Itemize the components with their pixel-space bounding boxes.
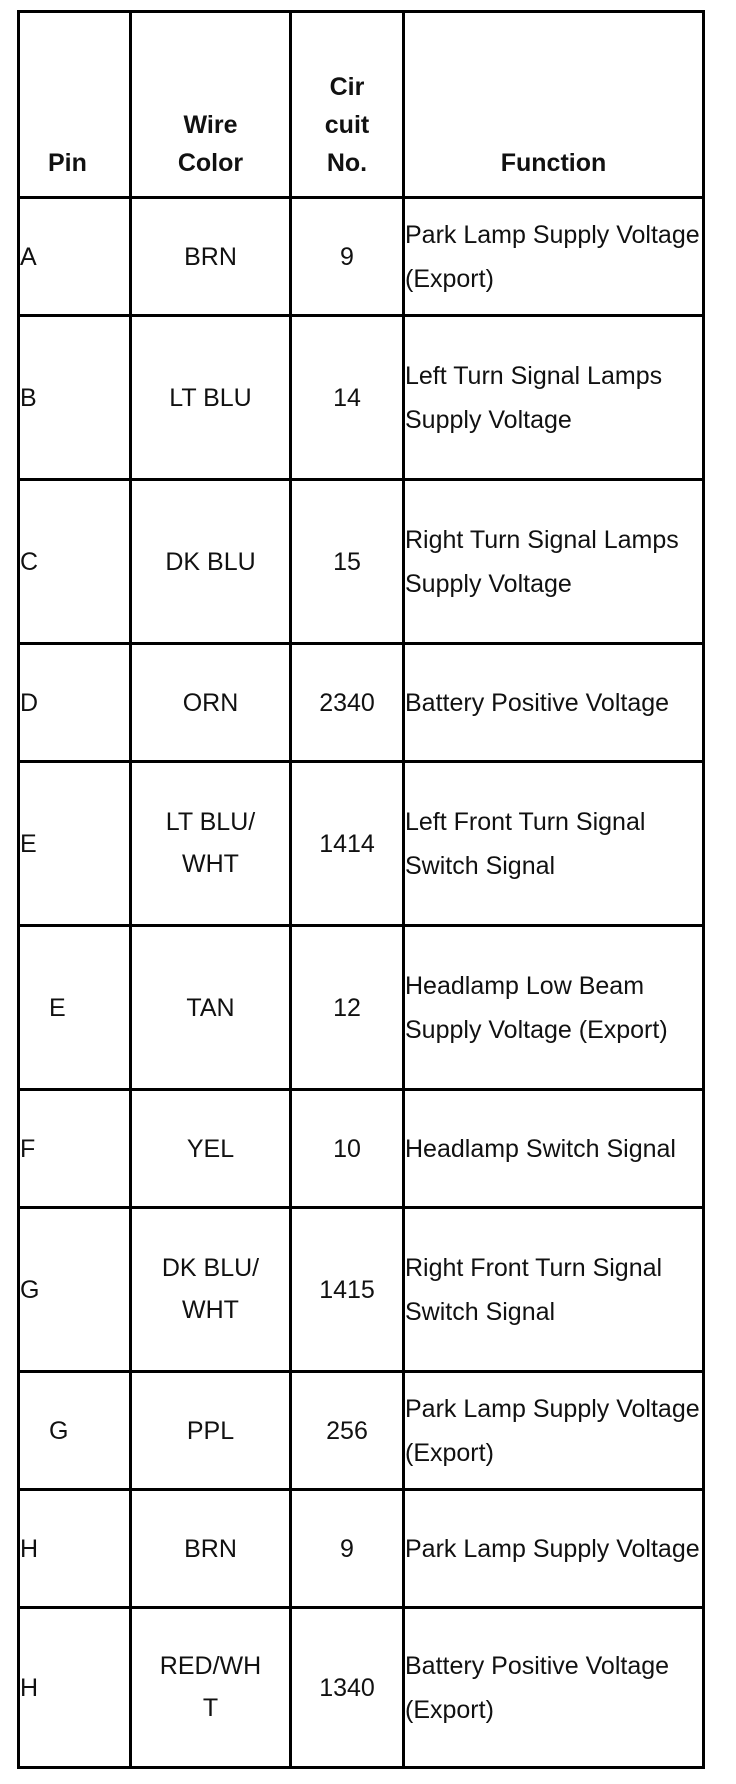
table-body	[19, 198, 704, 1768]
table-header	[19, 12, 704, 198]
wire-color-cell: BRN	[131, 198, 291, 316]
circuit-cell: 1414	[291, 762, 404, 926]
wire-color-cell: DK BLU	[131, 480, 291, 644]
pin-cell: F	[19, 1090, 131, 1208]
circuit-cell: 14	[291, 316, 404, 480]
circuit-cell: 1415	[291, 1208, 404, 1372]
function-cell: Left Front Turn Signal Switch Signal	[404, 762, 704, 926]
pinout-table	[17, 10, 705, 1769]
wire-color-cell: YEL	[131, 1090, 291, 1208]
function-cell: Battery Positive Voltage	[404, 644, 704, 762]
header-wire-color: Wire Color	[131, 12, 291, 198]
table-row	[19, 316, 704, 480]
table-row	[19, 1372, 704, 1490]
wire-color-cell: BRN	[131, 1490, 291, 1608]
function-cell: Park Lamp Supply Voltage (Export)	[404, 1372, 704, 1490]
circuit-cell: 12	[291, 926, 404, 1090]
pin-cell: D	[19, 644, 131, 762]
pin-cell: H	[19, 1490, 131, 1608]
circuit-cell: 2340	[291, 644, 404, 762]
header-row	[19, 12, 704, 198]
pin-cell: C	[19, 480, 131, 644]
circuit-cell: 15	[291, 480, 404, 644]
wire-color-cell: DK BLU/ WHT	[131, 1208, 291, 1372]
circuit-cell: 10	[291, 1090, 404, 1208]
table-row	[19, 1090, 704, 1208]
pin-cell: H	[19, 1608, 131, 1768]
table-row	[19, 644, 704, 762]
function-cell: Park Lamp Supply Voltage	[404, 1490, 704, 1608]
wire-color-cell: LT BLU/ WHT	[131, 762, 291, 926]
wire-color-cell: TAN	[131, 926, 291, 1090]
function-cell: Battery Positive Voltage (Export)	[404, 1608, 704, 1768]
pin-cell: E	[19, 762, 131, 926]
function-cell: Headlamp Low Beam Supply Voltage (Export)	[404, 926, 704, 1090]
function-cell: Headlamp Switch Signal	[404, 1090, 704, 1208]
table-row	[19, 762, 704, 926]
pin-cell: G	[19, 1372, 131, 1490]
table-row	[19, 198, 704, 316]
header-pin: Pin	[19, 12, 131, 198]
circuit-cell: 9	[291, 198, 404, 316]
pin-cell: G	[19, 1208, 131, 1372]
table-row	[19, 926, 704, 1090]
function-cell: Right Turn Signal Lamps Supply Voltage	[404, 480, 704, 644]
header-circuit-no: Cir cuit No.	[291, 12, 404, 198]
table-row	[19, 1608, 704, 1768]
circuit-cell: 1340	[291, 1608, 404, 1768]
pin-cell: E	[19, 926, 131, 1090]
pin-cell: A	[19, 198, 131, 316]
circuit-cell: 256	[291, 1372, 404, 1490]
pin-cell: B	[19, 316, 131, 480]
table-row	[19, 1490, 704, 1608]
table-row	[19, 1208, 704, 1372]
function-cell: Park Lamp Supply Voltage (Export)	[404, 198, 704, 316]
header-function: Function	[404, 12, 704, 198]
wire-color-cell: PPL	[131, 1372, 291, 1490]
wire-color-cell: ORN	[131, 644, 291, 762]
wire-color-cell: RED/WHT	[131, 1608, 291, 1768]
function-cell: Right Front Turn Signal Switch Signal	[404, 1208, 704, 1372]
circuit-cell: 9	[291, 1490, 404, 1608]
function-cell: Left Turn Signal Lamps Supply Voltage	[404, 316, 704, 480]
table-row	[19, 480, 704, 644]
wire-color-cell: LT BLU	[131, 316, 291, 480]
